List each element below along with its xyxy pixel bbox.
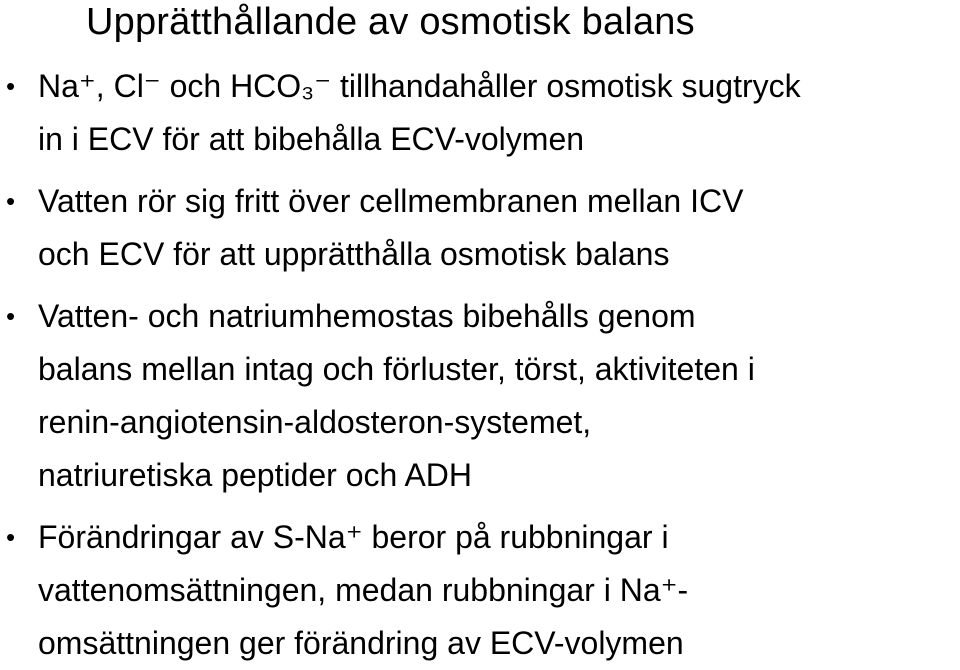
bullet-line: Förändringar av S-Na⁺ beror på rubbningar i — [38, 519, 669, 555]
bullet-line: Vatten- och natriumhemostas bibehålls genom — [38, 298, 696, 334]
bullet-line: renin-angiotensin-aldosteron-systemet, — [38, 404, 592, 440]
bullet-dot-icon: • — [6, 71, 16, 101]
bullet-line: Na⁺, Cl⁻ och HCO₃⁻ tillhandahåller osmotisk sugtryck — [38, 68, 801, 104]
bullet-line: balans mellan intag och förluster, törst, aktiviteten i — [38, 351, 755, 387]
bullet-list — [0, 60, 960, 670]
bullet-dot-icon: • — [6, 522, 16, 552]
bullet-dot-icon: • — [6, 186, 16, 216]
bullet-item — [0, 290, 960, 502]
bullet-item — [0, 511, 960, 670]
bullet-line: Vatten rör sig fritt över cellmembranen mellan ICV — [38, 183, 744, 219]
bullet-line: vattenomsättningen, medan rubbningar i Na⁺- — [38, 572, 689, 608]
bullet-dot-icon: • — [6, 301, 16, 331]
bullet-item — [0, 175, 960, 281]
bullet-line: in i ECV för att bibehålla ECV-volymen — [38, 121, 585, 157]
bullet-line: natriuretiska peptider och ADH — [38, 457, 472, 493]
bullet-line: och ECV för att upprätthålla osmotisk balans — [38, 236, 670, 272]
slide-title: Upprätthållande av osmotisk balans — [86, 1, 695, 43]
bullet-item — [0, 60, 960, 166]
bullet-line: omsättningen ger förändring av ECV-volymen — [38, 625, 684, 661]
